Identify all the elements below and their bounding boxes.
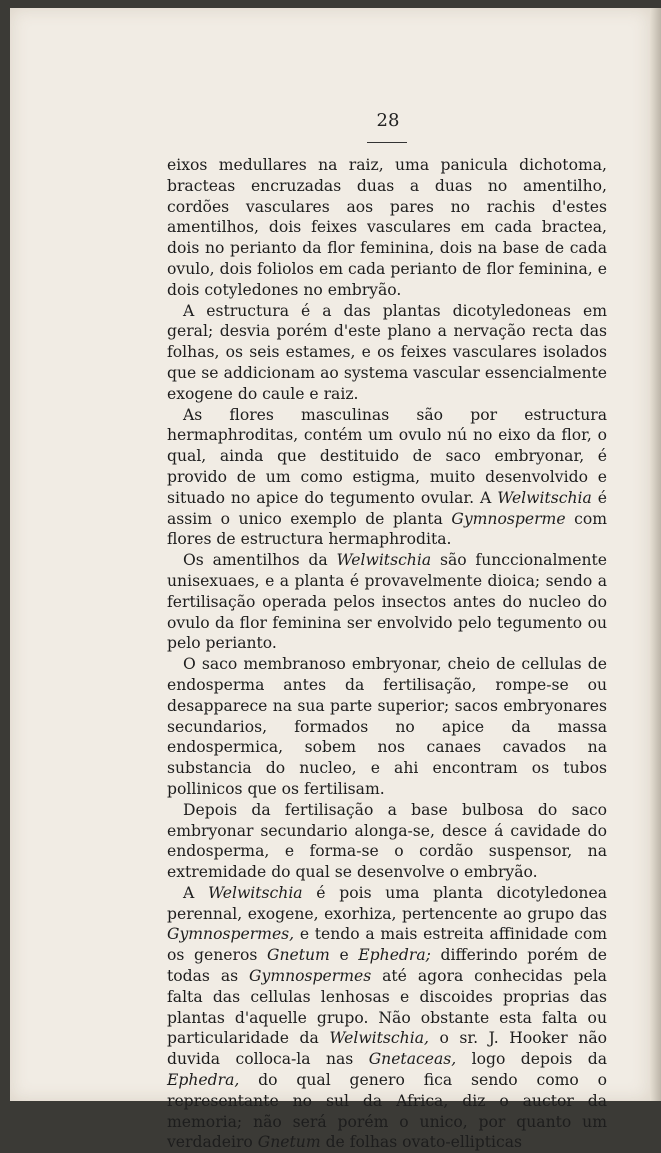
text-run: As flores masculinas são por estructura hermaphroditas, contém um ovulo nú no eixo da flor, o qual, ainda que destituido de saco embryonar, é provido de um como estigma, muito desenvolvido e situado no apice do tegumento ovular. A	[167, 405, 607, 507]
italic-term: Ephedra;	[358, 946, 431, 965]
italic-term: Welwitschia,	[329, 1029, 429, 1048]
page-number: 28	[376, 110, 400, 131]
paragraph	[167, 155, 607, 301]
text-run: e	[329, 946, 359, 965]
book-page	[10, 8, 650, 1152]
italic-term: Gnetum	[266, 946, 330, 965]
text-run: eixos medullares na raiz, uma panicula dichotoma, bracteas encruzadas duas a duas no amentilho, cordões vasculares aos pares no rachis d'estes amentilhos, dois feixes vasculares em cada bractea, dois no perianto da flor feminina, dois na base de cada ovulo, dois foliolos em cada perianto de flor feminina, e dois cotyledones no embryão.	[167, 156, 607, 299]
text-run: Os amentilhos da	[183, 551, 337, 570]
text-run: do qual genero fica sendo como o representante no sul da Africa, diz o auctor da memoria; não será porém o unico, por quanto um verdadeiro	[167, 1071, 607, 1152]
italic-term: Welwitschia	[336, 551, 432, 570]
text-run: A estructura é a das plantas dicotyledoneas em geral; desvia porém d'este plano a nervação recta das folhas, os seis estames, e os feixes vasculares isolados que se addicionam ao systema vascular essencialmente exogene do caule e raiz.	[167, 301, 607, 403]
paragraph	[167, 883, 607, 1153]
page-number-rule	[367, 142, 407, 143]
italic-term: Ephedra,	[167, 1071, 240, 1090]
text-run: e tendo a mais estreita affinidade com os generos	[167, 925, 607, 965]
text-run: com flores de estructura hermaphrodita.	[167, 509, 607, 549]
text-run: são funccionalmente unisexuaes, e a planta é provavelmente dioica; sendo a fertilisação operada pelos insectos antes do nucleo do ovulo da flor feminina ser envolvido pelo tegumento ou pelo perianto.	[167, 551, 608, 653]
italic-term: Gymnospermes,	[167, 925, 295, 944]
paragraph	[167, 550, 607, 654]
italic-term: Welwitschia	[207, 883, 303, 902]
paragraph	[167, 301, 607, 405]
italic-term: Welwitschia	[497, 488, 592, 507]
italic-term: Gnetum	[257, 1133, 321, 1152]
text-run: é pois uma planta dicotyledonea perennal, exogene, exorhiza, pertencente ao grupo das	[167, 883, 608, 923]
text-run: logo depois da	[456, 1050, 607, 1069]
text-run: differindo porém de todas as	[167, 946, 607, 986]
text-run: é assim o unico exemplo de planta	[167, 488, 607, 528]
paragraph	[167, 654, 607, 800]
paragraph	[167, 405, 607, 551]
italic-term: Gnetaceas,	[368, 1050, 457, 1069]
text-run: de folhas ovato-ellipticas	[320, 1133, 523, 1152]
paragraph	[167, 800, 607, 883]
text-run: A	[183, 883, 208, 902]
body-text	[167, 155, 607, 1153]
italic-term: Gymnosperme	[451, 509, 566, 528]
text-run: até agora conhecidas pela falta das cellulas lenhosas e discoides proprias das plantas d'aquelle grupo. Não obstante esta falta ou particularidade da	[167, 967, 607, 1048]
text-run: o sr. J. Hooker não duvida colloca-la nas	[167, 1029, 608, 1069]
text-run: Depois da fertilisação a base bulbosa do saco embryonar secundario alonga-se, desce á cavidade do endosperma, e forma-se o cordão suspensor, na extremidade do qual se desenvolve o embryão.	[167, 800, 607, 882]
text-run: O saco membranoso embryonar, cheio de cellulas de endosperma antes da fertilisação, rompe-se ou desapparece na sua parte superior; sacos embryonares secundarios, formados no apice da massa endospermica, sobem nos canaes cavados na substancia do nucleo, e ahi encontram os tubos pollinicos que os fertilisam.	[167, 655, 607, 798]
italic-term: Gymnospermes	[249, 967, 372, 986]
